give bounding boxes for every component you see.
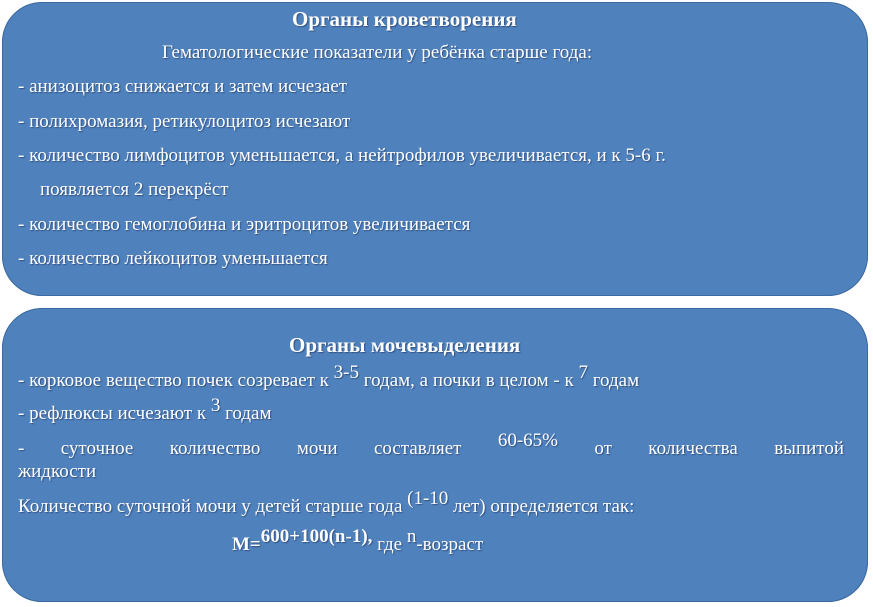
urinary-title: Органы мочевыделения <box>289 333 521 357</box>
list-item: - анизоцитоз снижается и затем исчезает <box>18 76 348 97</box>
list-item: - полихромазия, ретикулоцитоз исчезают <box>18 111 351 132</box>
list-item: - корковое вещество почек созревает к 3-5 годам, а почки в целом - к 7 годам <box>18 362 640 391</box>
list-item-continuation: жидкости <box>18 461 97 482</box>
hematopoiesis-subtitle: Гематологические показатели у ребёнка старше года: <box>162 42 593 63</box>
list-item: - суточное количество мочи составляет 60-65% от количества выпитой <box>18 430 844 459</box>
formula-intro: Количество суточной мочи у детей старше года (1-10 лет) определяется так: <box>18 488 635 517</box>
list-item: - количество лимфоцитов уменьшается, а нейтрофилов увеличивается, и к 5-6 г. <box>18 145 666 166</box>
list-item: - рефлюксы исчезают к 3 годам <box>18 395 272 424</box>
hematopoiesis-title: Органы кроветворения <box>292 7 517 31</box>
urine-formula: M=600+100(n-1), где n-возраст <box>232 526 484 555</box>
list-item: - количество лейкоцитов уменьшается <box>18 248 328 269</box>
list-item-continuation: появляется 2 перекрёст <box>40 179 229 200</box>
list-item: - количество гемоглобина и эритроцитов увеличивается <box>18 214 471 235</box>
